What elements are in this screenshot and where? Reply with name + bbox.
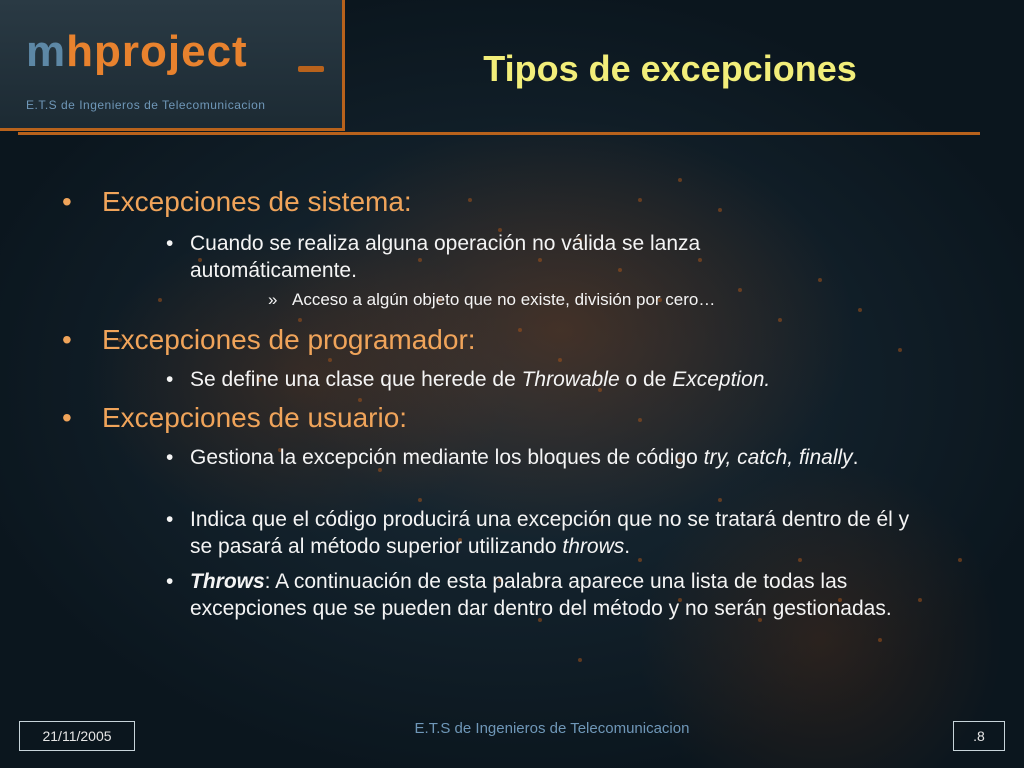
bold-italic-segment: Throws [190, 570, 265, 593]
logo-project: project [94, 27, 248, 76]
raquo-bullet: » [268, 290, 278, 309]
bullet-3-sub-3-text [190, 568, 960, 622]
slide-title: Tipos de excepciones [483, 48, 857, 89]
bullet-dot: • [62, 186, 72, 217]
text-segment: . [624, 535, 631, 558]
bullet-dot: • [166, 368, 174, 391]
logo-m: m [26, 27, 67, 76]
bullet-dot: • [62, 402, 72, 433]
bullet-dot: • [166, 446, 174, 469]
italic-segment: try, catch, finally [703, 446, 853, 469]
footer-institution: E.T.S de Ingenieros de Telecomunicacion [414, 720, 690, 737]
text-segment: o de [619, 368, 673, 391]
bullet-3-sub-2-text [190, 506, 920, 560]
text-segment: Se define una clase que herede de [190, 368, 522, 391]
italic-segment: Exception. [672, 368, 771, 391]
bullet-1-label: Excepciones de sistema: [102, 186, 412, 217]
bullet-dot: • [166, 508, 174, 531]
bullet-3-sub-1-text [190, 444, 940, 471]
bullet-2-sub-1-text [190, 366, 770, 393]
bullet-1-sub-1-text: Cuando se realiza alguna operación no válida se lanza automáticamente. [190, 232, 701, 282]
logo-subtitle: E.T.S de Ingenieros de Telecomunicacion [26, 98, 266, 112]
text-segment: : A continuación de esta palabra aparece una lista de todas las excepciones que se pueden dar dentro del método y no serán gestionadas. [190, 570, 892, 620]
italic-segment: throws [562, 535, 625, 558]
footer-page-number: .8 [953, 721, 1005, 751]
text-segment: . [852, 446, 859, 469]
bullet-2-label: Excepciones de programador: [102, 324, 476, 355]
bullet-1-sub-2-text: Acceso a algún objeto que no existe, división por cero… [292, 290, 716, 309]
bullet-3-label: Excepciones de usuario: [102, 402, 408, 433]
text-segment: Indica que el código producirá una excepción que no se tratará dentro de él y se pasará al método superior utilizando [190, 508, 910, 558]
logo-h: h [66, 27, 95, 76]
bullet-dot: • [166, 232, 174, 255]
italic-segment: Throwable [521, 368, 620, 391]
footer-date: 21/11/2005 [19, 721, 135, 751]
bullet-dot: • [62, 324, 72, 355]
bullet-dot: • [166, 570, 174, 593]
text-segment: Gestiona la excepción mediante los bloques de código [190, 446, 704, 469]
